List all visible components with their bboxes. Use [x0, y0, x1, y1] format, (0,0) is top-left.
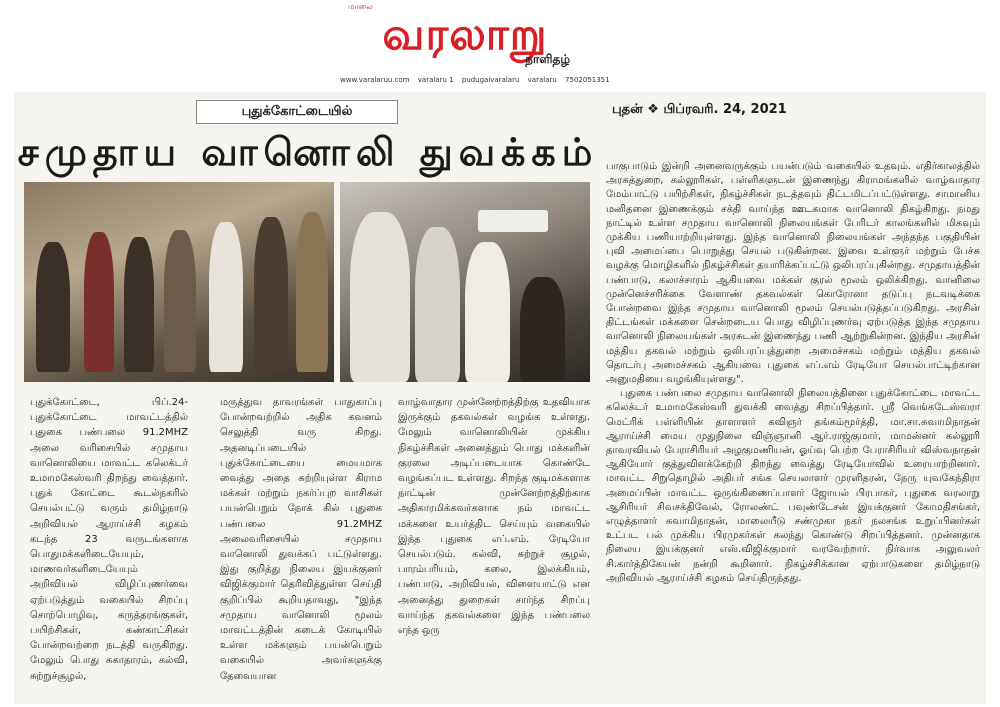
- person-figure: [124, 237, 154, 372]
- article-kicker: புதுக்கோட்டையில்: [196, 100, 398, 124]
- article-headline: சமுதாய வானொலி துவக்கம்: [17, 130, 599, 174]
- article-column-1: [30, 395, 188, 700]
- person-figure: [209, 222, 243, 372]
- article-column-3: [398, 395, 590, 700]
- masthead-subtitle: நாளிதழ்: [525, 52, 570, 66]
- masthead: [340, 0, 610, 86]
- inauguration-photo: [24, 182, 334, 382]
- masthead-pre: மாலை: [348, 2, 373, 11]
- article-date: புதன் ❖ பிப்ரவரி. 24, 2021: [612, 102, 787, 117]
- article-column-2: [220, 395, 382, 700]
- column-text: வாழ்வாதார முன்னேற்றத்திற்கு உதவியாக இருக்கும் தகவல்கள் வழங்க உள்ளது. மேலும் வானொலியின் முக்கிய நிகழ்ச்சிகள் அனைத்தும் பொது மக்களின் குரலை அடிப்படையாக கொண்டே வழங்கப்பட உள்ளது. சிறந்த குடிமக்களாக நாட்டின் முன்னேற்றத்திற்காக அதிகாரமிக்கவர்களாக நம் மாவட்ட மக்களை உயர்த்திட செய்யும் வகையில் இந்த புதுகை எப்.எம். ரேடியோ செயல்படும். கல்வி, சுற்றுச் சூழல், பாரம்பரியம், கலை, இலக்கியம், பண்பாடு, அறிவியல், விளையாட்டு என அனைத்து துறைகள் சார்ந்த சிறப்பு வாய்ந்த தகவல்களை இந்த பண்பலை எந்த ஒரு: [398, 397, 590, 637]
- youtube-handle[interactable]: varalaru: [527, 76, 557, 84]
- person-figure: [84, 232, 114, 372]
- person-figure: [465, 242, 510, 382]
- column-text: மருத்துவ தாவரங்கள் பாதுகாப்பு போன்றவற்றில் அதிக கவனம் செலுத்தி வரு கிறது. அதனடிப்படையில் புதுக்கோட்டையை மையமாக வைத்து அதை சுற்றியுள்ள கிராம மக்கள் மற்றும் நகர்ப்புற வாசிகள் பயன்பெறும் நோக் கில் புதுகை பண்பலை 91.2MHZ அலைவரிசையில் சமுதாய வானொலி துவக்கப் பட்டுள்ளது. இது குறித்து நிலைய இயக்குனர் விஜிக்குமார் தெரிவித்துள்ள செய்தி குறிப்பில் கூறியதாவது, "இந்த சமுதாய வானொலி மூலம் மாவட்டத்தின் கடைக் கோடியில் உள்ள மக்களும் பயன்பெறும் வகையில் அவர்களுக்கு தேவையான: [220, 397, 382, 682]
- paragraph: புதுகை பண்பலை சமுதாய வானொலி நிலையத்தினை புதுக்கோட்டை மாவட்ட கலெக்டர் உமாமகேஸ்வரி துவக்கி வைத்து சிறப்பித்தார். ஸ்ரீ வெங்கடேஸ்வரா மெட்ரிக் பள்ளியின் தாளாளர் கவிஞர் தங்கம்மூர்த்தி, மா.சா.சுவாமிநாதன் ஆராய்ச்சி மைய முதுநிலை விஞ்ஞானி ஆர்.ராஜ்குமார், மாமன்னர் கல்லூரி தாவரவியல் பேராசிரியர் அழகுமணியன், ஓய்வு பெற்ற பேராசிரியர் விஸ்வநாதன் ஆகியோர் குத்துவிளக்கேற்றி திறந்து வைத்து ரேடியோவில் உரையாற்றினார். மாவட்ட சிறுதொழில் அதிபர் சங்க செயலாளர் முரளிதரன், நேரு யுவகேந்திரா அமைப்பின் மாவட்ட ஒருங்கிணைப்பாளர் ஜோயல் பிரபாகர், புதுகை வரலாறு ஆசிரியர் சிவசக்திவேல், ரோலண்ட் பவுண்டேசன் இயக்குனர் கோமதிசங்கர், எழுத்தாளர் சுவாமிநாதன், மாலையீடு சண்முகா நகர் நலசங்க உறுப்பினர்கள் உட்பட பல் முக்கிய பிரமுகர்கள் கலந்து கொண்டு சிறப்பித்தனர். முன்னதாக நிலைய இயக்குனர் எஸ்.விஜிக்குமார் வரவேற்றார். நிர்வாக அலுவலர் சி.கார்த்திகேயன் நன்றி கூறினார். நிகழ்ச்சிக்கான ஏற்பாடுகளை தமிழ்நாடு அறிவியல் ஆராய்ச்சி கழகம் செய்திருந்தது.: [606, 388, 980, 584]
- column-text: புதுக்கோட்டை, பிப்.24- புதுக்கோட்டை மாவட்டத்தில் புதுகை பண்பலை 91.2MHZ அலை வரிசையில் சமுதாய வானொலியை மாவட்ட கலெக்டர் உமாமகேஸ்வரி திறந்து வைத்தார். புதுக் கோட்டை கூடல்நகரில் செயல்பட்டு வரும் தமிழ்நாடு அறிவியல் ஆராய்ச்சி கழகம் கடந்த 23 வருடங்களாக பொதுமக்களிடையேயும், மாணவர்களிடையேயும் அறிவியல் விழிப்புணர்வை ஏற்படுத்தும் வகையில் சிறப்பு சொற்பொழிவு, கருத்தரங்குகள், பயிற்சிகள், கண்காட்சிகள் போன்றவற்றை நடத்தி வருகிறது. மேலும் பொது சுகாதாரம், கல்வி, சுற்றுச்சூழல்,: [30, 397, 188, 682]
- person-figure: [350, 212, 410, 382]
- facebook-handle[interactable]: varalaru 1: [417, 76, 454, 84]
- paragraph: பாகுபாடும் இன்றி அனைவருக்கும் பயன்படும் வகையில் உதவும். எதிர்காலத்தில் அரசுத்துறை, கல்லூரிகள், பள்ளிகளுடன் இணைந்து கிராமங்களில் வாழ்வாதார மேம்பாட்டு பயிற்சிகள், நிகழ்ச்சிகள் நடத்தவும் திட்டமிடப்பட்டுள்ளது. சாமானிய மனிதனை இணைக்கும் சக்தி வாய்ந்த ஊடகமாக வானொலி திகழ்கிறது. நமது நாட்டில் உள்ள சமுதாய வானொலி நிலையங்கள் பேரிடர் காலங்களில் மிகவும் முக்கிய பணியாற்றியுள்ளது. இந்த வானொலி நிலையங்கள் அந்தந்த பகுதியின் புவி அமைப்பை பொறுத்து செயல் படுகின்றன. இவை உள்ளூர் மற்றும் பேச்சு வழக்கு மொழிகளில் நிகழ்ச்சிகள் தயாரிக்கப்பட்டு ஒலிபரப்புகின்றது. சமுதாயத்தின் பண்பாடு, கலாச்சாரம் ஆகியவை மக்கள் குரல் மூலம் ஒலிக்கிறது. வானிலை முன்னெச்சரிக்கை வேளாண் தகவல்கள் கொரோனா தடுப்பு நடவடிக்கை போன்றவை இந்த சமுதாய வானொலி மூலம் செயல்படுத்தப்படுகிறது. அரசின் திட்டங்கள் மக்களை சென்றடைய பொது விழிப்புணர்வு ஏற்படுத்த இந்த சமுதாய வானொலி நிலையங்கள் அரசுடன் இணைந்து பணி ஆற்றுகின்றன. இந்திய அரசின் மத்திய தகவல் மற்றும் ஒலிபரப்புத்துறை அமைச்சகம் மற்றும் மத்திய தகவல் தொடர்பு அமைச்சகம் ஆகியவை புதுகை எப்.எம் ரேடியோ செயல்பாட்டிற்கான அனுமதியை வழங்கியுள்ளது".: [606, 161, 980, 386]
- studio-photo: [340, 182, 590, 382]
- twitter-handle[interactable]: pudugaivaralaru: [461, 76, 520, 84]
- person-figure: [254, 217, 288, 372]
- person-figure: [36, 242, 70, 372]
- person-figure: [296, 212, 328, 372]
- air-conditioner: [478, 210, 548, 232]
- person-figure: [415, 227, 460, 382]
- contact-bar: [340, 76, 610, 84]
- phone-number: 7502051351: [565, 76, 610, 84]
- newspaper-logo: வரலாறு: [382, 9, 548, 60]
- article-column-4: [606, 160, 980, 700]
- person-figure: [520, 277, 565, 382]
- person-figure: [164, 230, 196, 372]
- website-link[interactable]: www.varalaruu.com: [340, 76, 410, 84]
